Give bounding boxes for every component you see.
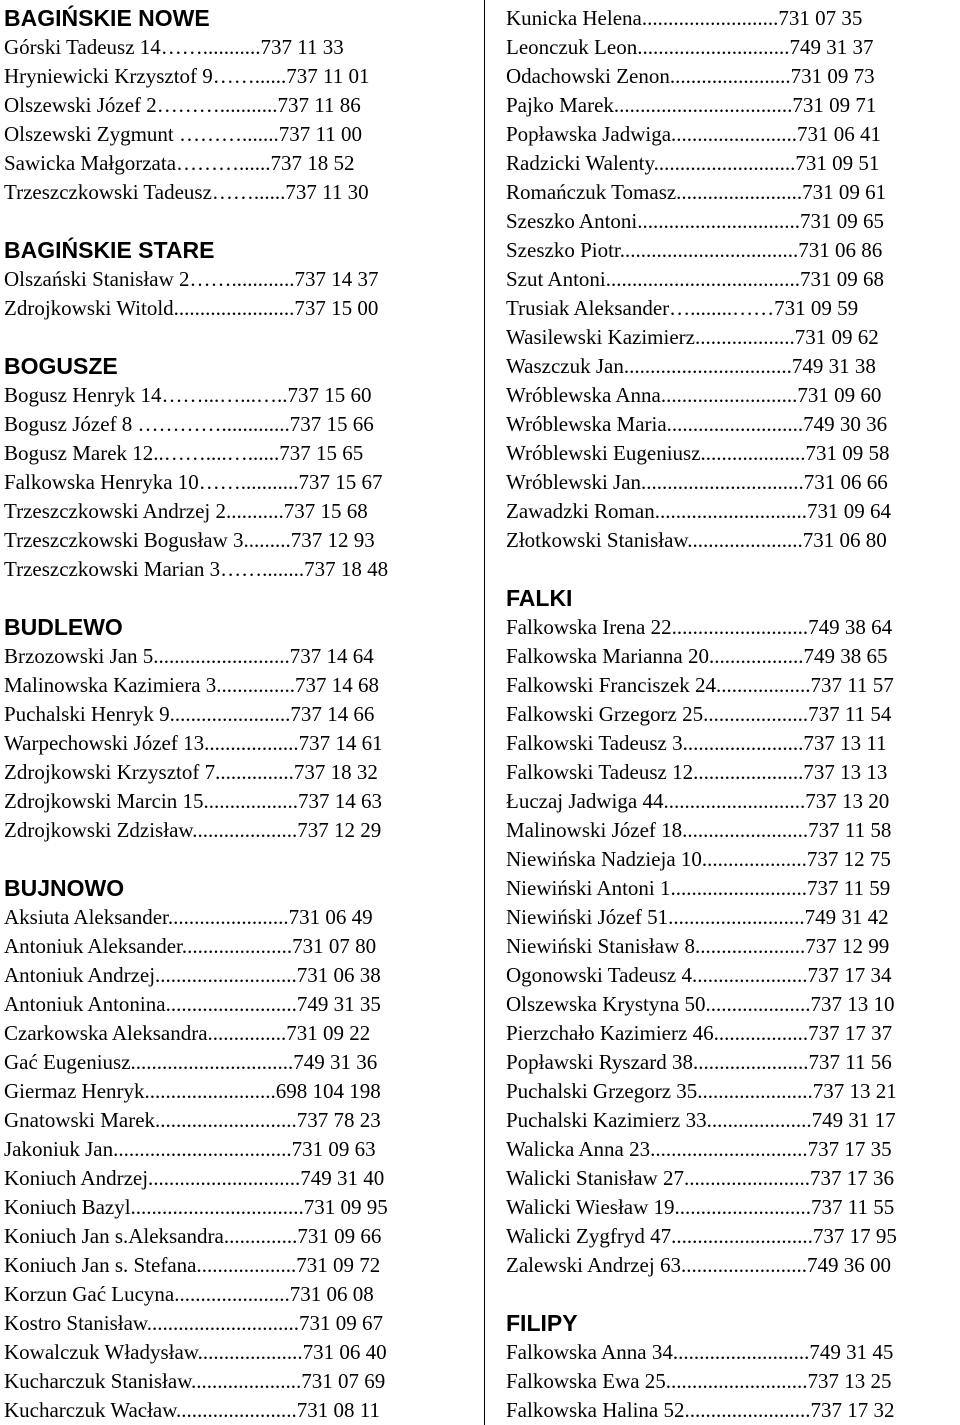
directory-entry: Antoniuk Antonina.........................749 31 35 xyxy=(4,992,381,1016)
section-gap xyxy=(506,555,960,584)
directory-entry: Wróblewska Maria..........................749 30 36 xyxy=(506,412,888,436)
directory-entry: Gać Eugeniusz...............................749 31 36 xyxy=(4,1050,378,1074)
directory-entry: Walicki Wiesław 19..........................737 11 55 xyxy=(506,1195,895,1219)
directory-entry: Sawicka Małgorzata………......737 18 52 xyxy=(4,151,355,175)
column-divider xyxy=(484,0,485,1425)
directory-entry: Zdrojkowski Marcin 15..................737 14 63 xyxy=(4,789,382,813)
directory-entry: Falkowski Tadeusz 12.....................737 13 13 xyxy=(506,760,888,784)
directory-entry: Szeszko Antoni...............................731 09 65 xyxy=(506,209,884,233)
directory-entry: Gnatowski Marek...........................737 78 23 xyxy=(4,1108,381,1132)
section-heading: BUJNOWO xyxy=(4,875,125,901)
directory-entry: Zdrojkowski Krzysztof 7...............737 18 32 xyxy=(4,760,378,784)
section-heading: FILIPY xyxy=(506,1310,578,1336)
directory-entry: Bogusz Józef 8 ………….............737 15 66 xyxy=(4,412,374,436)
section-gap xyxy=(4,845,474,874)
directory-entry: Olszański Stanisław 2……............737 14 37 xyxy=(4,267,379,291)
directory-entry: Brzozowski Jan 5..........................737 14 64 xyxy=(4,644,374,668)
directory-entry: Olszewski Zygmunt ……….......737 11 00 xyxy=(4,122,362,146)
directory-entry: Pierzchało Kazimierz 46..................737 17 37 xyxy=(506,1021,893,1045)
directory-entry: Giermaz Henryk.........................698 104 198 xyxy=(4,1079,381,1103)
directory-entry: Kucharczuk Stanisław.....................731 07 69 xyxy=(4,1369,386,1393)
directory-column-right xyxy=(506,4,960,1425)
directory-entry: Falkowska Anna 34..........................749 31 45 xyxy=(506,1340,894,1364)
directory-entry: Niewiński Józef 51..........................749 31 42 xyxy=(506,905,889,929)
directory-entry: Kostro Stanisław.............................731 09 67 xyxy=(4,1311,383,1335)
directory-entry: Falkowska Henryka 10……...........737 15 67 xyxy=(4,470,383,494)
directory-entry: Koniuch Bazyl.................................731 09 95 xyxy=(4,1195,388,1219)
directory-entry: Pajko Marek..................................731 09 71 xyxy=(506,93,877,117)
directory-entry: Wróblewska Anna..........................731 09 60 xyxy=(506,383,882,407)
directory-entry: Wróblewski Jan...............................731 06 66 xyxy=(506,470,888,494)
directory-entry: Koniuch Andrzej.............................749 31 40 xyxy=(4,1166,385,1190)
directory-entry: Koniuch Jan s. Stefana...................731 09 72 xyxy=(4,1253,381,1277)
directory-entry: Wasilewski Kazimierz...................731 09 62 xyxy=(506,325,879,349)
directory-entry: Antoniuk Andrzej...........................731 06 38 xyxy=(4,963,381,987)
directory-entry: Koniuch Jan s.Aleksandra..............731 09 66 xyxy=(4,1224,382,1248)
section-heading: BAGIŃSKIE NOWE xyxy=(4,5,210,31)
directory-entry: Zalewski Andrzej 63........................749 36 00 xyxy=(506,1253,891,1277)
directory-entry: Szeszko Piotr..................................731 06 86 xyxy=(506,238,883,262)
directory-entry: Walicki Zygfryd 47...........................737 17 95 xyxy=(506,1224,897,1248)
directory-entry: Czarkowska Aleksandra...............731 09 22 xyxy=(4,1021,371,1045)
directory-entry: Trzeszczkowski Tadeusz……......737 11 30 xyxy=(4,180,369,204)
section-gap xyxy=(4,207,474,236)
directory-entry: Łuczaj Jadwiga 44...........................737 13 20 xyxy=(506,789,890,813)
directory-entry: Kowalczuk Władysław....................731 06 40 xyxy=(4,1340,387,1364)
directory-entry: Wróblewski Eugeniusz....................731 09 58 xyxy=(506,441,890,465)
directory-entry: Olszewski Józef 2………...........737 11 86 xyxy=(4,93,361,117)
section-gap xyxy=(506,1280,960,1309)
directory-entry: Malinowska Kazimiera 3...............737 14 68 xyxy=(4,673,380,697)
directory-entry: Kunicka Helena..........................731 07 35 xyxy=(506,6,863,30)
directory-entry: Bogusz Marek 12..……....…......737 15 65 xyxy=(4,441,364,465)
directory-entry: Puchalski Grzegorz 35......................737 13 21 xyxy=(506,1079,897,1103)
directory-entry: Niewińska Nadzieja 10....................737 12 75 xyxy=(506,847,891,871)
directory-entry: Popławska Jadwiga........................731 06 41 xyxy=(506,122,882,146)
directory-entry: Zdrojkowski Zdzisław....................737 12 29 xyxy=(4,818,382,842)
directory-entry: Szut Antoni.....................................731 09 68 xyxy=(506,267,885,291)
section-gap xyxy=(4,323,474,352)
directory-entry: Falkowska Halina 52........................737 17 32 xyxy=(506,1398,895,1422)
section-gap xyxy=(4,584,474,613)
directory-entry: Aksiuta Aleksander.......................731 06 49 xyxy=(4,905,373,929)
directory-entry: Popławski Ryszard 38......................737 11 56 xyxy=(506,1050,892,1074)
directory-entry: Zdrojkowski Witold.......................737 15 00 xyxy=(4,296,379,320)
directory-entry: Olszewska Krystyna 50....................737 13 10 xyxy=(506,992,895,1016)
directory-entry: Trzeszczkowski Bogusław 3.........737 12 93 xyxy=(4,528,375,552)
directory-entry: Trusiak Aleksander…........……731 09 59 xyxy=(506,296,859,320)
section-heading: BAGIŃSKIE STARE xyxy=(4,237,215,263)
directory-entry: Walicka Anna 23..............................737 17 35 xyxy=(506,1137,892,1161)
directory-entry: Niewiński Antoni 1..........................737 11 59 xyxy=(506,876,891,900)
section-heading: BOGUSZE xyxy=(4,353,118,379)
directory-entry: Puchalski Henryk 9.......................737 14 66 xyxy=(4,702,375,726)
directory-entry: Niewiński Stanisław 8.....................737 12 99 xyxy=(506,934,890,958)
directory-entry: Antoniuk Aleksander.....................731 07 80 xyxy=(4,934,377,958)
section-heading: FALKI xyxy=(506,585,573,611)
directory-entry: Warpechowski Józef 13..................737 14 61 xyxy=(4,731,383,755)
directory-entry: Falkowska Irena 22..........................749 38 64 xyxy=(506,615,893,639)
directory-entry: Radzicki Walenty...........................731 09 51 xyxy=(506,151,880,175)
directory-entry: Malinowski Józef 18........................737 11 58 xyxy=(506,818,892,842)
directory-entry: Romańczuk Tomasz........................731 09 61 xyxy=(506,180,887,204)
directory-entry: Trzeszczkowski Andrzej 2...........737 15 68 xyxy=(4,499,368,523)
directory-entry: Waszczuk Jan................................749 31 38 xyxy=(506,354,876,378)
directory-entry: Hryniewicki Krzysztof 9……......737 11 01 xyxy=(4,64,370,88)
directory-entry: Falkowski Franciszek 24..................737 11 57 xyxy=(506,673,894,697)
directory-entry: Trzeszczkowski Marian 3……........737 18 48 xyxy=(4,557,389,581)
directory-entry: Bogusz Henryk 14……...…...…..737 15 60 xyxy=(4,383,372,407)
directory-entry: Puchalski Kazimierz 33....................749 31 17 xyxy=(506,1108,896,1132)
directory-entry: Falkowska Marianna 20..................749 38 65 xyxy=(506,644,888,668)
directory-entry: Leonczuk Leon.............................749 31 37 xyxy=(506,35,874,59)
directory-entry: Kucharczuk Wacław.......................731 08 11 xyxy=(4,1398,381,1422)
directory-entry: Falkowski Tadeusz 3.......................737 13 11 xyxy=(506,731,887,755)
directory-entry: Ogonowski Tadeusz 4......................737 17 34 xyxy=(506,963,892,987)
directory-entry: Korzun Gać Lucyna......................731 06 08 xyxy=(4,1282,374,1306)
directory-entry: Górski Tadeusz 14……...........737 11 33 xyxy=(4,35,344,59)
directory-entry: Falkowska Ewa 25...........................737 13 25 xyxy=(506,1369,892,1393)
directory-column-left xyxy=(4,4,474,1425)
directory-entry: Falkowski Grzegorz 25....................737 11 54 xyxy=(506,702,892,726)
section-heading: BUDLEWO xyxy=(4,614,123,640)
directory-entry: Jakoniuk Jan..................................731 09 63 xyxy=(4,1137,376,1161)
directory-entry: Odachowski Zenon.......................731 09 73 xyxy=(506,64,875,88)
directory-entry: Złotkowski Stanisław......................731 06 80 xyxy=(506,528,887,552)
directory-entry: Walicki Stanisław 27........................737 17 36 xyxy=(506,1166,894,1190)
directory-entry: Zawadzki Roman.............................731 09 64 xyxy=(506,499,891,523)
